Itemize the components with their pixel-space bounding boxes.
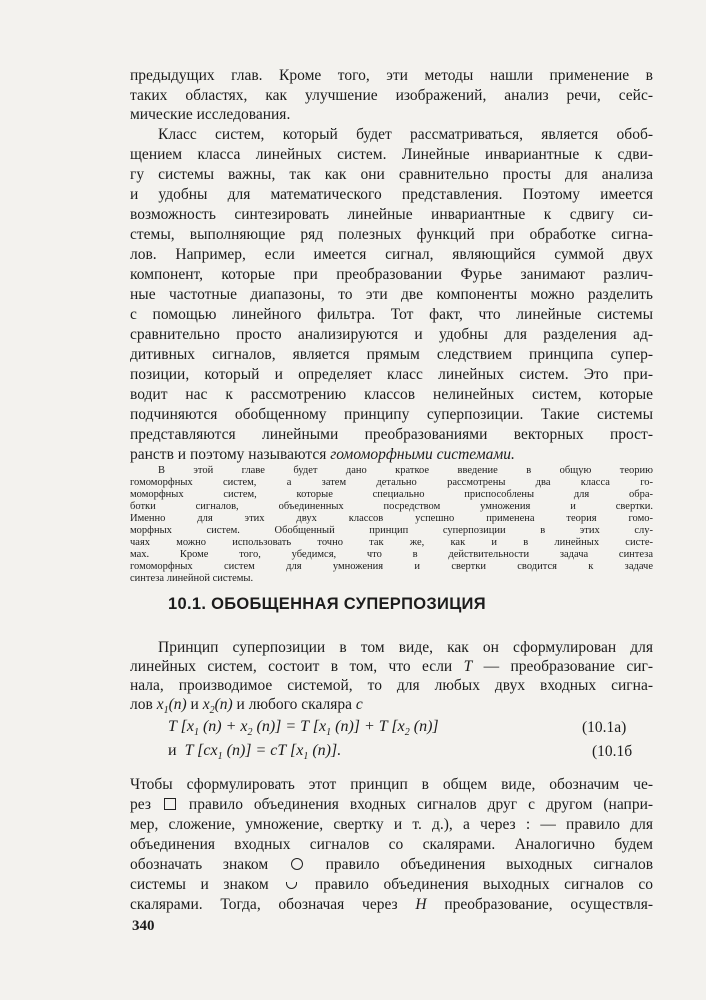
para4-line-2 <box>130 657 653 677</box>
section-heading: 10.1. ОБОБЩЕННАЯ СУПЕРПОЗИЦИЯ <box>168 595 486 613</box>
para5-line-4: объединения входных сигналов со скалярами. Аналогично будем <box>130 836 653 853</box>
para3-line-4: ботки сигналов, объединенных посредством умножения и свертки. <box>130 501 653 512</box>
para4-line-1: Принцип суперпозиции в том виде, как он сформулирован для <box>158 639 653 656</box>
symbol-T: T <box>463 658 473 675</box>
para3-line-8: мах. Кроме того, убедимся, что в действительности задача синтеза <box>130 549 653 560</box>
para2-line-15: подчиняются обобщенному принципу суперпозиции. Такие системы <box>130 406 653 423</box>
para5-line-7-end: преобразование, осуществля- <box>444 896 653 913</box>
symbol-c: c <box>355 696 363 713</box>
para5-line-5 <box>130 855 653 875</box>
circle-symbol-icon <box>291 858 303 870</box>
para2-line-13: позиции, который и определяет класс линейных систем. Это при- <box>130 366 653 383</box>
para1-line-3: мические исследования. <box>130 106 291 123</box>
para3-line-7: чаях можно использовать точно так же, как и в линейных систе- <box>130 537 653 548</box>
word-and: и <box>190 696 199 713</box>
para5-line-7 <box>130 895 653 915</box>
para5-line-2-end: правило объединения входных сигналов друг с другом (напри- <box>188 796 654 813</box>
symbol-H: H <box>415 896 427 913</box>
para2-line-5: возможность синтезировать линейные инвариантные к сдвигу си- <box>130 206 653 223</box>
para5-line-6 <box>130 875 653 895</box>
para3-line-5: Именно для этих двух классов успешно применена теория гомо- <box>130 513 653 524</box>
para5-line-6-end: правило объединения выходных сигналов со <box>314 876 654 893</box>
square-symbol-icon <box>164 798 176 810</box>
para3-line-6: морфных систем. Обобщенный принцип суперпозиции в этих слу- <box>130 525 653 536</box>
para3-line-10: синтеза линейной системы. <box>130 573 254 584</box>
symbol-x2: $x_2(n)$ <box>202 696 233 717</box>
para5-line-6-start: системы и знаком <box>130 876 269 893</box>
para4-line-2-start: линейных систем, состоит в том, что если <box>130 658 453 675</box>
para5-line-1: Чтобы сформулировать этот принцип в общем виде, обозначим че- <box>130 776 653 793</box>
para2-line-17 <box>130 445 653 465</box>
para2-line-3: гу системы важны, так как они сравнительно просты для анализа <box>130 166 653 183</box>
para2-line-2: щением класса линейных систем. Линейные инвариантные к сдви- <box>130 146 653 163</box>
word-lov: лов <box>130 696 153 713</box>
para2-line-4: и удобны для математического представления. Поэтому имеется <box>130 186 653 203</box>
para3-line-3: моморфных систем, которые специально приспособлены для обра- <box>130 489 653 500</box>
para3-line-2: гомоморфных систем, а затем детально рассмотрены два класса го- <box>130 477 653 488</box>
equation-10-1b: и T [$cx_1$ (n)] = cT [$x_1$ (n)]. <box>168 742 342 763</box>
symbol-x1: $x_1(n)$ <box>156 696 187 717</box>
para1-line-1: предыдущих глав. Кроме того, эти методы нашли применение в <box>130 67 653 84</box>
para5-line-5-start: обозначать знаком <box>130 856 269 873</box>
word-through: рез <box>130 796 151 813</box>
para2-line-9: ные частотные диапазоны, то эти две компоненты можно разделить <box>130 286 653 303</box>
para2-line-1: Класс систем, который будет рассматриваться, является обоб- <box>158 126 653 143</box>
para4-line-2-end: — преобразование сиг- <box>483 658 654 675</box>
para2-tail: ранств и поэтому называются <box>130 446 327 463</box>
para3-line-9: гомоморфных систем для умножения и свертки сводится к задаче <box>130 561 653 572</box>
para2-line-16: представляются линейными преобразованиями векторных прост- <box>130 426 653 443</box>
para4-line-3: нала, производимое системой, то для любых двух входных сигна- <box>130 677 653 694</box>
page-number: 340 <box>132 918 155 934</box>
para5-line-5-end: правило объединения выходных сигналов <box>325 856 654 873</box>
para5-line-7-start: скалярами. Тогда, обозначая через <box>130 896 398 913</box>
cup-symbol-icon <box>286 882 297 889</box>
equation-10-1a: T [$x_1$ $(n) + x_2$ (n)] = T [$x_1$ (n)] + T [$x_2$ (n)] <box>168 718 439 739</box>
para2-line-12: дитивных сигналов, является прямым следствием принципа супер- <box>130 346 653 363</box>
para2-line-8: компонент, которые при преобразовании Фурье занимают различ- <box>130 266 653 283</box>
para3-line-1: В этой главе будет дано краткое введение в общую теорию <box>158 465 653 476</box>
term-homomorphic-systems: гомоморфными системами. <box>330 446 515 463</box>
para1-line-2: таких областях, как улучшение изображений, анализ речи, сейс- <box>130 87 653 104</box>
equation-number-10-1a: (10.1а) <box>582 719 627 736</box>
para4-line-4 <box>130 695 653 715</box>
para2-line-7: лов. Например, если имеется сигнал, являющийся суммой двух <box>130 246 653 263</box>
para2-line-10: с помощью линейного фильтра. Тот факт, что линейные системы <box>130 306 653 323</box>
para2-line-11: сравнительно просто анализируются и удобны для разделения ад- <box>130 326 653 343</box>
para5-line-2 <box>130 795 653 815</box>
equation-number-10-1b: (10.1б <box>592 743 633 760</box>
para5-line-3: мер, сложение, умножение, свертку и т. д.), а через : — правило для <box>130 816 653 833</box>
para2-line-14: водит нас к рассмотрению классов нелинейных систем, которые <box>130 386 653 403</box>
para4-line-4-end: и любого скаляра <box>236 696 352 713</box>
para2-line-6: стемы, выполняющие ряд полезных функций при обработке сигна- <box>130 226 653 243</box>
